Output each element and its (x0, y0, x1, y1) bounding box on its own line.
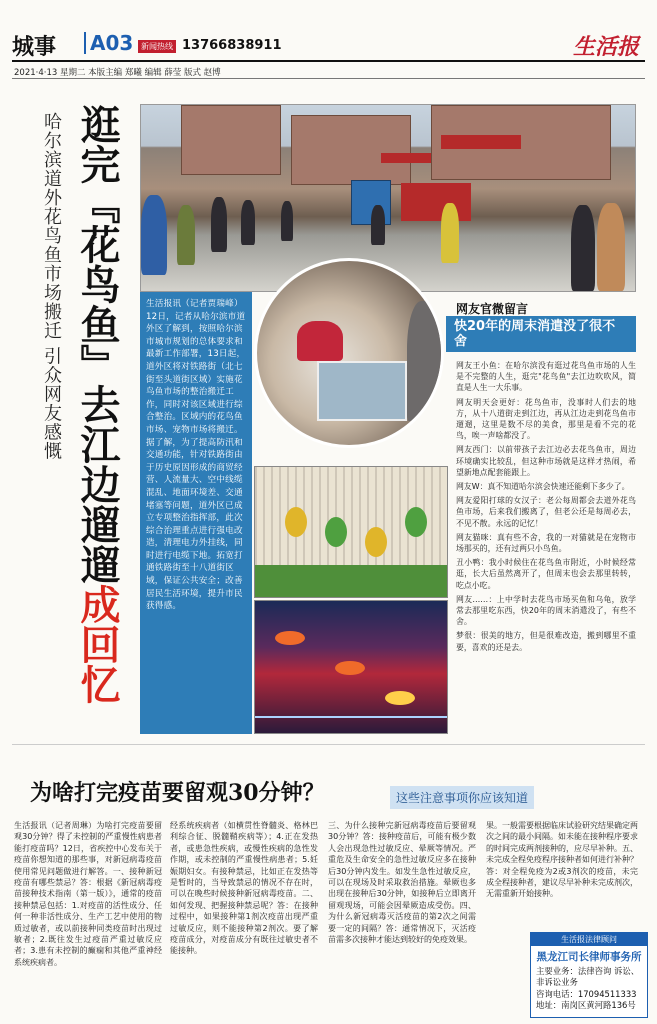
vaccine-column-2 (170, 820, 318, 1016)
vaccine-subheadline: 这些注意事项你应该知道 (390, 786, 534, 809)
vaccine-column-3 (328, 820, 476, 1016)
feature-headline-accent: 成回忆 (74, 584, 121, 704)
vaccine-column-4 (486, 820, 638, 928)
ad-phone-value: 17094511333 (577, 988, 637, 999)
vaccine-text: 三、为什么接种完新冠病毒疫苗后要留观30分钟？答：接种疫苗后，可能有极少数人会出现急性过敏反应、晕厥等情况。严重危及生命安全的急性过敏反应多在接种后30分钟内发生。如发生急性过敏反应，可以在现场及时采取救治措施。晕厥也多出现在接种后30分钟，如接种后立即离开留观现场，可能会因晕厥造成受伤。四、为什么新冠病毒灭活疫苗的第2次之间需要一定的间隔？答：通常情况下，灭活疫苗需多次接种才能达到较好的免疫效果。 (328, 821, 476, 945)
feature-headline-main: 逛完『花鸟鱼』去江边遛遛 (74, 104, 121, 584)
comment: 网友W：真不知道哈尔滨会快速还能剩下多少了。 (456, 482, 630, 492)
ad-address (531, 1000, 647, 1011)
ad-header: 生活报法律顾问 (531, 933, 647, 946)
ad-address-value: 南岗区黄河路136号 (561, 1000, 636, 1011)
vaccine-column-1 (14, 820, 162, 1016)
comment: 丑小鸭：我小时候住在花鸟鱼市附近，小时候经常逛，长大后虽然离开了，但周末也会去那里转转，吃点小吃。 (456, 558, 636, 590)
sub-rule (12, 78, 645, 79)
comment: 网友明天会更好：花鸟鱼市，没事时人们去的地方，从十八道街走到江边，再从江边走到花鸟鱼市遛遛，这里是数不尽的美食，那里是看不完的花鸟，唉一声啥都没了。 (456, 397, 636, 441)
hotline-number: 13766838911 (182, 38, 282, 53)
comment: 网友王小鱼：在哈尔滨没有逛过花鸟鱼市场的人生是不完整的人生，逛完"花鸟鱼"去江边吹吹风，简直是人生一大乐事。 (456, 361, 636, 393)
market-street-photo (140, 104, 636, 292)
comment: 网友西门：以前带孩子去江边必去花鸟鱼市，周边环境确实比较乱，但这种市场就是这样才热闹，希望新地点配套能跟上。 (456, 445, 636, 477)
comment: 网友……：上中学时去花鸟市场买鱼和乌龟，放学常去那里吃东西，快20年的周末消遣没了，有些不舍。 (456, 594, 636, 627)
dateline: 2021·4·13 星期二 本版主编 郑曦 编辑 薛莹 版式 赵博 (14, 68, 221, 78)
goldfish-photo (254, 600, 448, 734)
ad-business (531, 966, 647, 989)
header-rule (12, 60, 645, 62)
lead-story-column (140, 292, 252, 734)
ad-phone-label: 咨询电话： (536, 988, 578, 999)
section-title: 城事 (12, 34, 57, 60)
netizen-section-title: 网友官微留言 (456, 302, 529, 316)
newspaper-logo: 生活报 (572, 34, 639, 60)
vendor-photo (254, 258, 444, 448)
lead-text: 生活报讯（记者贾瑞峰）12日，记者从哈尔滨市道外区了解到，按照哈尔滨市城市规划的总体要求和最新工作部署，13日起，道外区将对铁路街（北七街至头道街区域）实施花鸟鱼市场的整治搬迁工作，同时对该区域进行综合整治。区域内的花鸟鱼市场、宠物市场将搬迁。据了解，为了提高防汛和交通功能，针对铁路街由于历史原因形成的商贸经营、人流量大、空中线缆混乱、地面环境差、交通堵塞等问题，道外区已成立专项整治指挥部，此次综合治理重点进行强电改造，清理电力外挂线，同时进行电缆下地。拓宽打通铁路街至十八道街区域，保证公共安全；改善居民生活环境，提升市民获得感。 (146, 299, 246, 612)
vaccine-text: 果。一般需要根据临床试验研究结果确定两次之间的最小间隔。如未能在接种程序要求的时间完成两剂接种的，应尽早补种。五、未完成全程免疫程序接种者如何进行补种？答：对全程免疫为2或3剂次的疫苗，未完成全程接种者，建议尽早补种未完成剂次，无需重新开始接种。 (486, 821, 638, 899)
page-number: A03 (84, 32, 133, 54)
comment: 网友爱阳打球的女汉子：老公每周都会去道外花鸟鱼市场，后来我们搬离了，但老公还是每周必去，不见不散。永远的记忆！ (456, 496, 636, 528)
legal-advisor-ad (530, 932, 648, 1018)
hotline-label: 新闻热线 (138, 40, 176, 53)
feature-headline (74, 104, 120, 724)
section-divider (12, 744, 645, 745)
parrot-cage-photo (254, 466, 448, 598)
comment: 梦很：很美的地方，但是很难改造，搬到哪里不重要，喜欢的还是去。 (456, 631, 636, 652)
vaccine-text: 经系统疾病者（如横贯性脊髓炎、格林巴利综合征、脱髓鞘疾病等）；4.正在发热者，或患急性疾病，或慢性疾病的急性发作期，或未控制的严重慢性病患者；5.妊娠期妇女。有接种禁忌，比如正在发热等是暂时的，当导致禁忌的情况不存在时，可以在晚些时候接种新冠病毒疫苗。二、如何发现、把握接种禁忌呢？答：在接种过程中，如果接种第1剂次疫苗出现严重过敏反应，则不能接种第2剂次。要了解疫苗成分，对疫苗成分有既往过敏史者不能接种。 (170, 821, 318, 956)
vaccine-headline: 为啥打完疫苗要留观30分钟？ (30, 780, 325, 806)
vaccine-text: 生活报讯（记者周琳）为啥打完疫苗要留观30分钟？得了未控制的严重慢性病患者能打疫苗吗？12日，省疾控中心发布关于疫苗你想知道的那些事，对新冠病毒疫苗使用常见问题做进行解答。一、接种新冠疫苗有哪些禁忌？答：根据《新冠病毒疫苗接种技术指南（第一版）》，通常的疫苗接种禁忌包括：1.对疫苗的活性成分、任何一种非活性成分、生产工艺中使用的物质过敏者，或以前接种同类疫苗时出现过敏者；2.既往发生过疫苗严重过敏反应者；3.患有未控制的癫痫和其他严重神经系统疾病者。 (14, 821, 162, 967)
comment: 网友猫咪：真有些不舍，我的一对猫就是在宠物市场那买的，还有过两只小鸟鱼。 (456, 532, 636, 554)
netizen-section-subtitle: 快20年的周末消遣没了很不舍 (446, 316, 636, 352)
netizen-comments (456, 360, 636, 732)
ad-address-label: 地址： (536, 1000, 562, 1011)
ad-business-value: 法律咨询 诉讼、非诉讼业务 (536, 966, 640, 988)
ad-phone (531, 989, 647, 1000)
feature-subheadline: 哈尔滨道外花鸟鱼市场搬迁 引众网友感慨 (41, 112, 62, 461)
ad-business-label: 主要业务： (536, 966, 578, 976)
ad-firm-name: 黑龙江司长律师事务所 (536, 951, 642, 963)
